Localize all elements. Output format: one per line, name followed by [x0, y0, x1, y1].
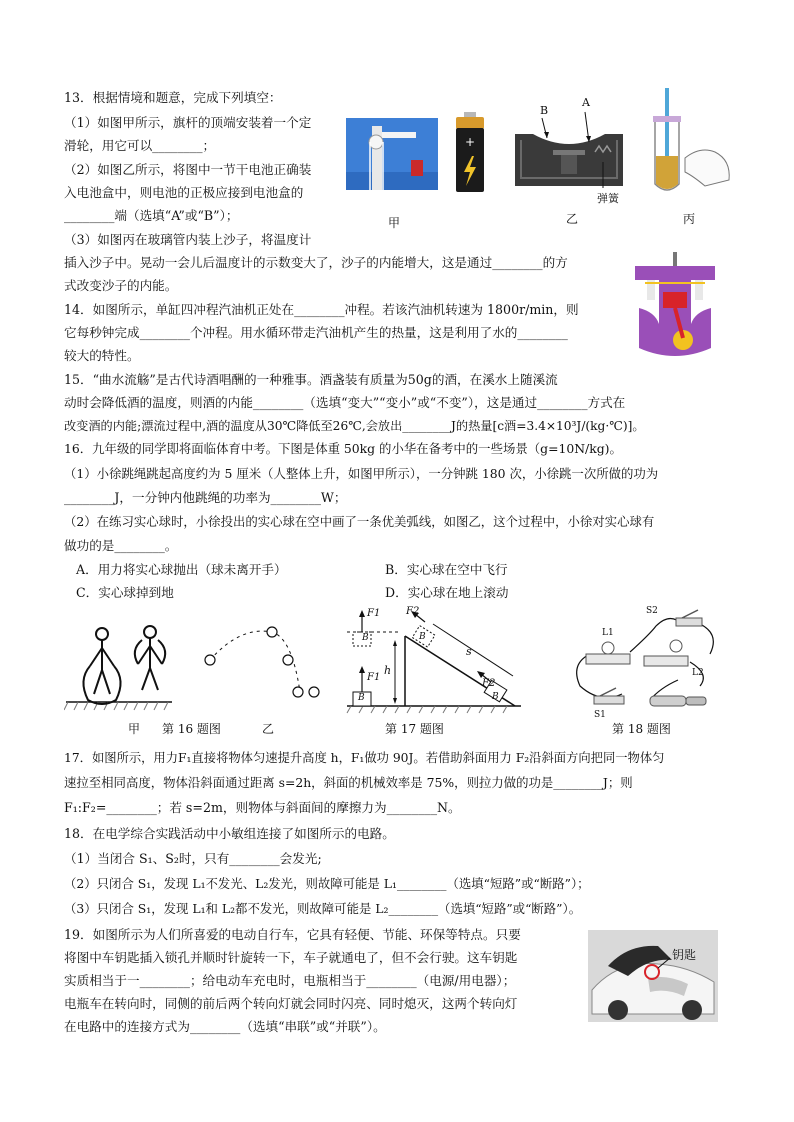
figure16-caption-yi: 乙 [262, 722, 275, 736]
fig17-block-slope-bottom: B [492, 692, 499, 702]
q19-line3: 实质相当于一________；给电动车充电时，电瓶相当于________（电源/用电器）； [64, 973, 516, 988]
q17-line1: 17．如图所示，用力F₁直接将物体匀速提升高度 h，F₁做功 90J。若借助斜面用力 F₂沿斜面方向把同一物体匀 [64, 751, 665, 765]
figure-label-yi: 乙 [566, 212, 579, 226]
q13-part2-line2: 入电池盒中，则电池的正极应接到电池盒的 [64, 185, 304, 200]
figure-label-bing: 丙 [683, 212, 696, 226]
q13-title: 13．根据情境和题意，完成下列填空： [64, 90, 282, 105]
fig17-force-f2-top: F2 [406, 606, 420, 617]
q16-option-a: A．用力将实心球抛出（球未离开手） [76, 562, 287, 577]
q13-part2-line1: （2）如图乙所示，将图中一节干电池正确装 [64, 162, 312, 177]
q18-line1: 18．在电学综合实践活动中小敏组连接了如图所示的电路。 [64, 826, 395, 841]
q16-option-b: B．实心球在空中飞行 [385, 562, 508, 577]
battery-box-spring-label: 弹簧 [597, 192, 619, 205]
q19-line1: 19．如图所示为人们所喜爱的电动自行车，它具有轻便、节能、环保等特点。只要 [64, 927, 521, 942]
q18-line3: （2）只闭合 S₁，发现 L₁不发光、L₂发光，则故障可能是 L₁________（选填“短路”或“断路”）； [64, 876, 590, 891]
q13-part3-line2: 插入沙子中。晃动一会儿后温度计的示数变大了，沙子的内能增大，这是通过________的方 [64, 255, 568, 270]
fig17-height-h: h [384, 664, 392, 677]
q19-line5: 在电路中的连接方式为________（选填“串联”或“并联”）。 [64, 1019, 386, 1034]
fig17-block-top: B [362, 633, 369, 643]
svg-text:+: + [464, 135, 476, 149]
figure-battery-box [509, 104, 629, 200]
fig17-force-f1-bottom: F1 [367, 672, 381, 683]
q16-line1: 16．九年级的同学即将面临体育中考。下图是体重 50kg 的小华在备考中的一些场景（g=10N/kg)。 [64, 441, 622, 456]
q16-line2: （1）小徐跳绳跳起高度约为 5 厘米（人整体上升，如图甲所示），一分钟跳 180 次，小徐跳一次所做的功为 [64, 466, 659, 481]
figure-electric-scooter [588, 930, 718, 1022]
q16-line5: 做功的是________。 [64, 538, 178, 553]
figure18-caption: 第 18 题图 [612, 722, 671, 736]
figure-circuit [560, 604, 730, 716]
battery-box-end-a: A [582, 96, 590, 109]
fig17-block-slope-top: B [419, 632, 426, 642]
figure16-caption-jia: 甲 [128, 722, 141, 736]
battery-box-end-b: B [540, 104, 549, 117]
q13-part3-line1: （3）如图丙在玻璃管内装上沙子，将温度计 [64, 232, 312, 247]
scooter-key-label: 钥匙 [672, 948, 697, 962]
fig18-switch-s2: S2 [646, 606, 658, 616]
q15-line2: 动时会降低酒的温度，则酒的内能________（选填“变大”“变小”或“不变”），这是通过________方式在 [64, 395, 626, 410]
q13-part1-line2: 滑轮，用它可以________； [64, 138, 216, 153]
figure-jump-rope [64, 620, 174, 712]
fig17-force-f2-bottom: F2 [482, 678, 496, 689]
figure16-caption: 第 16 题图 [162, 722, 221, 736]
fig17-block-bottom: B [358, 693, 365, 703]
fig18-lamp-l1: L1 [602, 628, 614, 638]
q17-line3: F₁:F₂=________；若 s=2m，则物体与斜面间的摩擦力为________N。 [64, 800, 461, 815]
q19-line4: 电瓶车在转向时，同侧的前后两个转向灯就会同时闪亮、同时熄灭，这两个转向灯 [64, 996, 518, 1011]
q13-part3-line3: 式改变沙子的内能。 [64, 278, 178, 293]
q14-line3: 较大的特性。 [64, 348, 140, 363]
figure-label-jia: 甲 [388, 216, 401, 230]
figure17-caption: 第 17 题图 [385, 722, 444, 736]
q13-part1-line1: （1）如图甲所示，旗杆的顶端安装着一个定 [64, 115, 312, 130]
q14-line2: 它每秒钟完成________个冲程。用水循环带走汽油机产生的热量，这是利用了水的________ [64, 325, 568, 340]
fig17-distance-s: s [466, 645, 472, 658]
q16-option-d: D．实心球在地上滚动 [385, 585, 509, 600]
q16-line4: （2）在练习实心球时，小徐投出的实心球在空中画了一条优美弧线，如图乙，这个过程中，小徐对实心球有 [64, 514, 655, 529]
fig18-lamp-l2: L2 [692, 668, 704, 678]
q15-line1: 15．“曲水流觞”是古代诗酒唱酬的一种雅事。酒盏装有质量为50g的酒，在溪水上随溪流 [64, 372, 558, 387]
figure-ball-trajectory [200, 616, 330, 706]
q14-line1: 14．如图所示，单缸四冲程汽油机正处在________冲程。若该汽油机转速为 1800r/min，则 [64, 302, 579, 317]
figure-test-tube [645, 88, 735, 198]
q19-line2: 将图中车钥匙插入锁孔并顺时针旋转一下，车子就通电了，但不会行驶。这车钥匙 [64, 950, 518, 965]
q18-line4: （3）只闭合 S₁，发现 L₁和 L₂都不发光，则故障可能是 L₂________（选填“短路”或“断路”）。 [64, 901, 582, 916]
q13-part2-line3: ________端（选填“A”或“B”）； [64, 208, 239, 223]
q15-line3: 改变酒的内能;漂流过程中,酒的温度从30℃降低至26℃,会放出________J的热量[c酒=3.4×10³J/(kg·℃)]。 [64, 419, 645, 433]
figure-flagpole-pulley [346, 118, 438, 190]
fig18-switch-s1: S1 [594, 710, 606, 720]
q18-line2: （1）当闭合 S₁、S₂时，只有________会发光; [64, 851, 322, 866]
q16-line3: ________J，一分钟内他跳绳的功率为________W； [64, 490, 347, 505]
fig17-force-f1-top: F1 [367, 608, 381, 619]
q17-line2: 速拉至相同高度，物体沿斜面通过距离 s=2h，斜面的机械效率是 75%，则拉力做的功是________J；则 [64, 775, 633, 790]
q16-option-c: C．实心球掉到地 [76, 585, 174, 600]
figure-four-stroke-engine [625, 252, 725, 362]
figure-battery [453, 112, 487, 194]
